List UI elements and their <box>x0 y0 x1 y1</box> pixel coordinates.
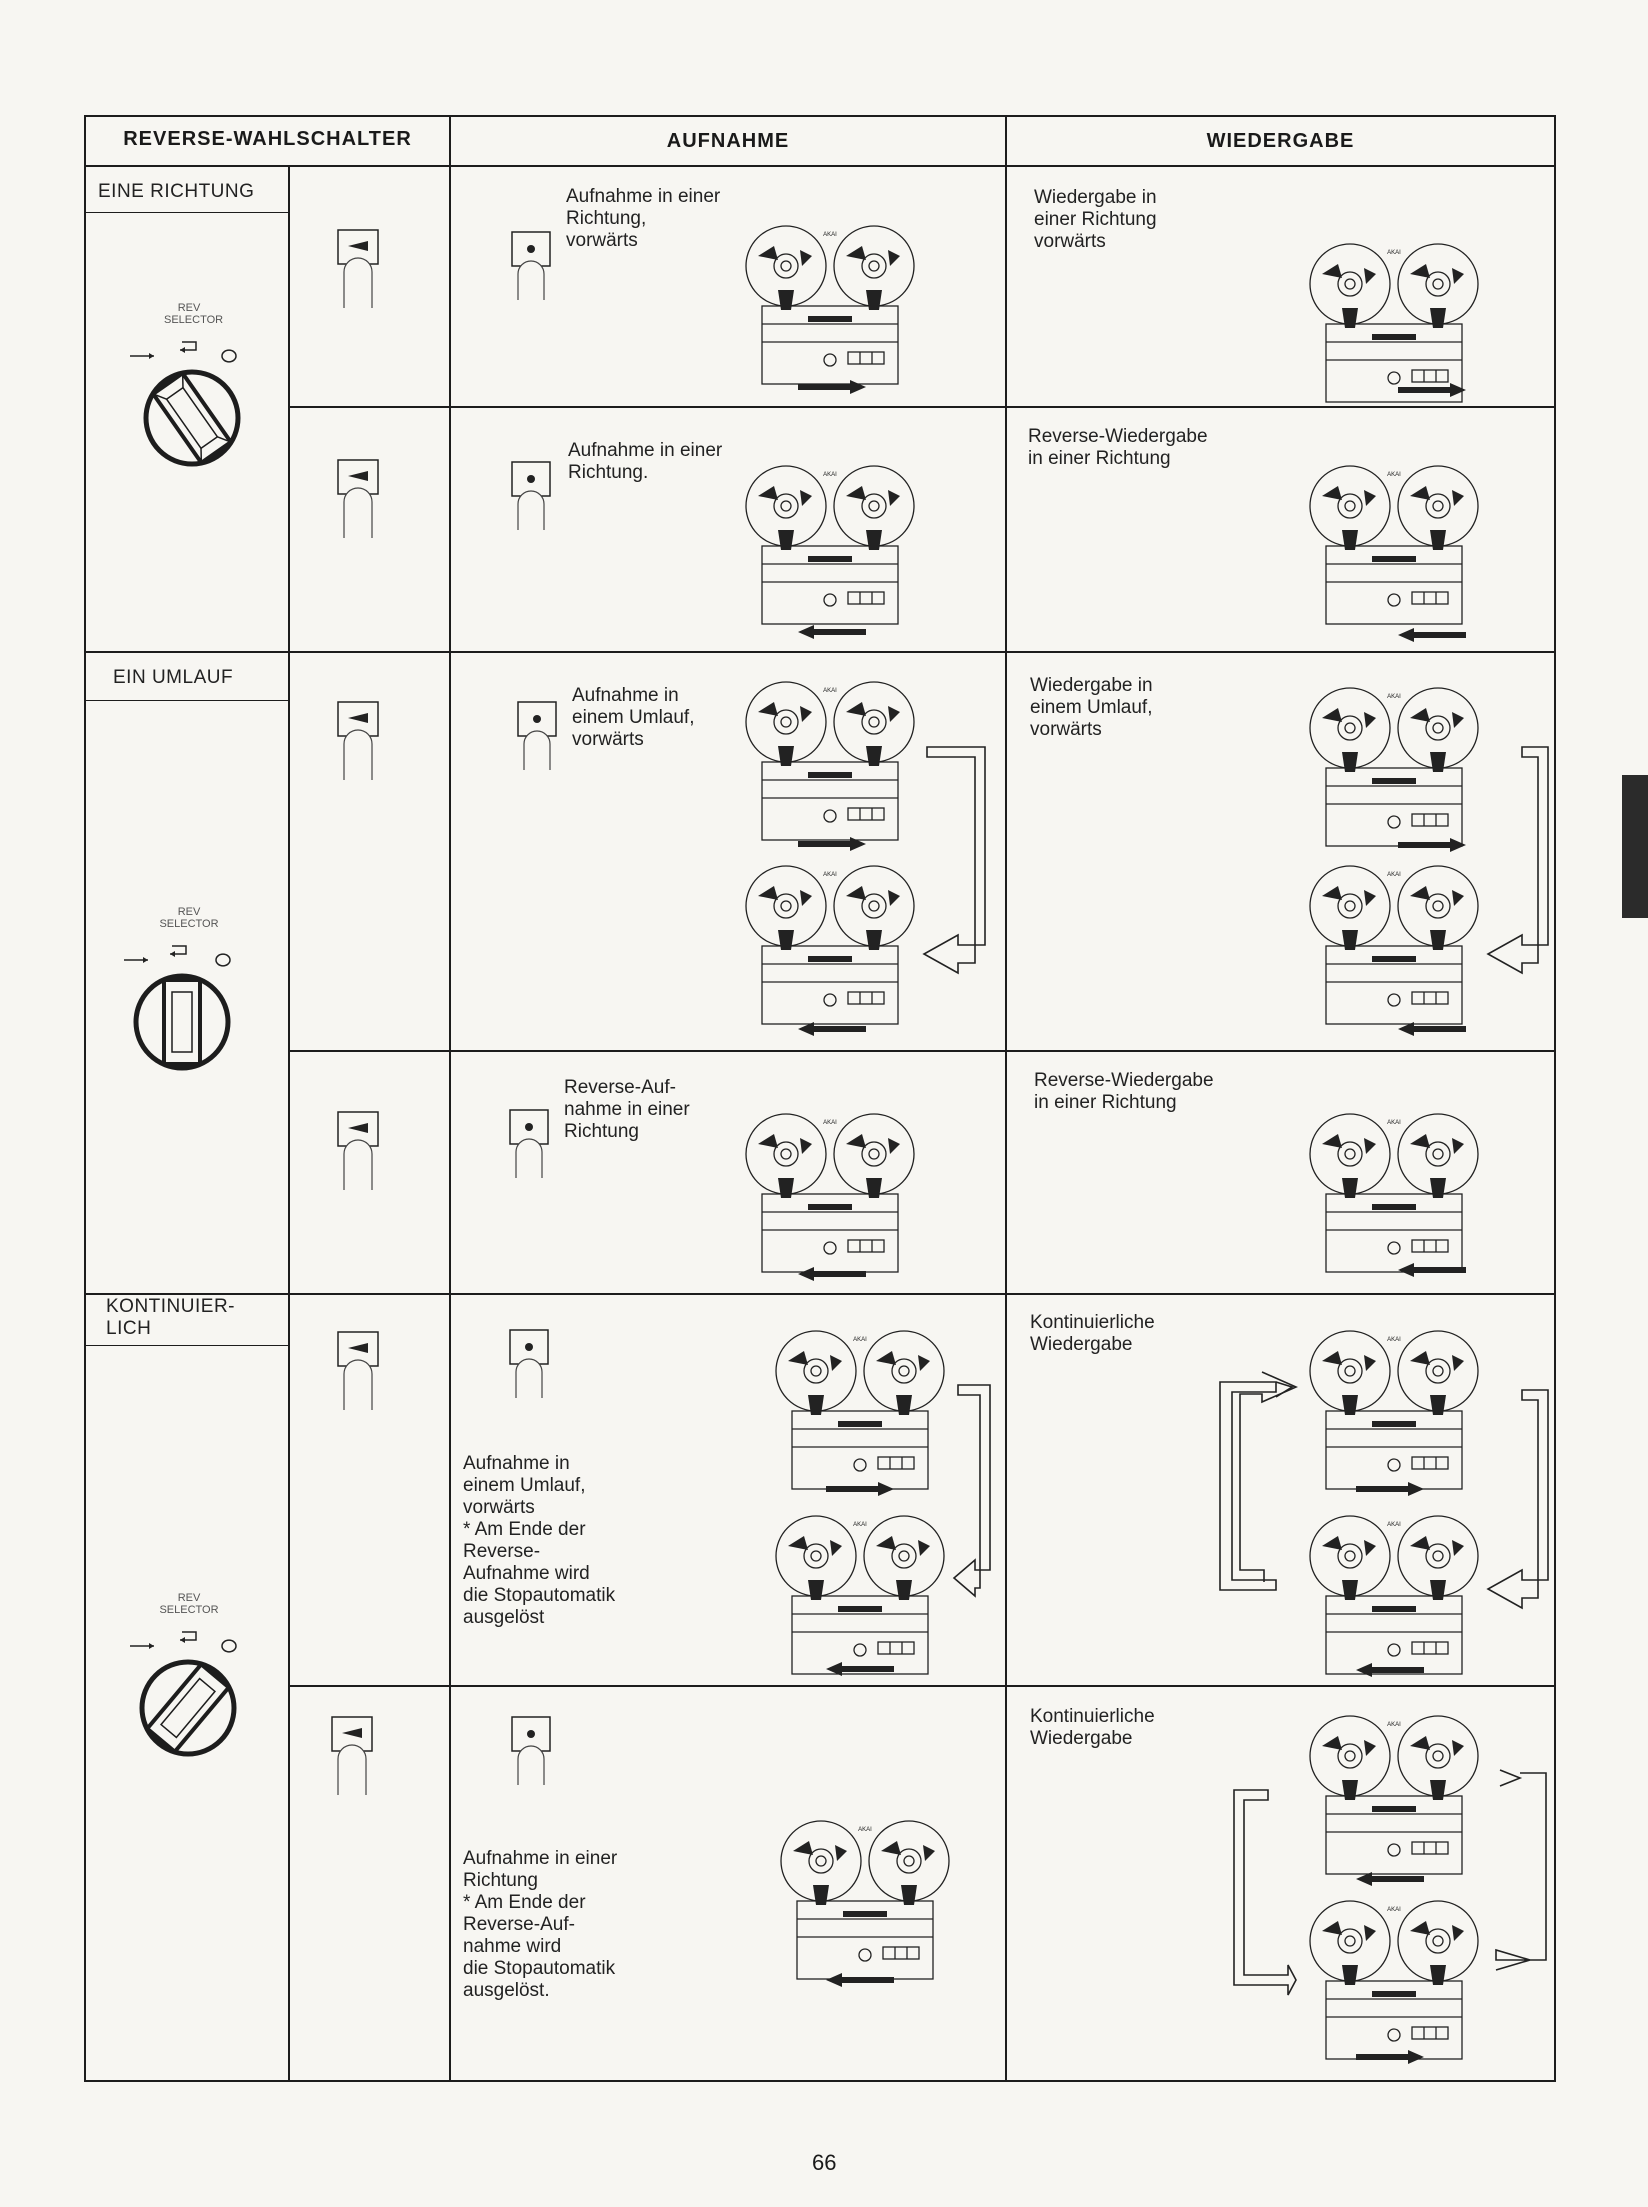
svg-text:AKAI: AKAI <box>823 472 837 478</box>
header-recording: AUFNAHME <box>666 130 790 152</box>
header-playback: WIEDERGABE <box>1206 130 1355 152</box>
svg-text:AKAI: AKAI <box>823 688 837 694</box>
play-text-4: Reverse-Wiedergabe in einer Richtung <box>1034 1070 1214 1113</box>
svg-text:AKAI: AKAI <box>1387 1722 1401 1728</box>
svg-text:AKAI: AKAI <box>823 872 837 878</box>
svg-text:AKAI: AKAI <box>853 1337 867 1343</box>
play-text-3: Wiedergabe in einem Umlauf, vorwärts <box>1030 675 1153 740</box>
play-text-1: Wiedergabe in einer Richtung vorwärts <box>1034 187 1157 252</box>
svg-text:AKAI: AKAI <box>1387 1522 1401 1528</box>
svg-text:AKAI: AKAI <box>823 1120 837 1126</box>
record-text-1: Aufnahme in einer Richtung, vorwärts <box>566 186 721 251</box>
chapter-tab <box>1622 775 1648 918</box>
mode-label-one-direction: EINE RICHTUNG <box>98 181 255 202</box>
svg-text:AKAI: AKAI <box>1387 694 1401 700</box>
mode-label-one-loop: EIN UMLAUF <box>113 667 234 688</box>
svg-text:AKAI: AKAI <box>1387 872 1401 878</box>
play-text-6: Kontinuierliche Wiedergabe <box>1030 1706 1155 1749</box>
rev-selector-dial-icon: REV SELECTOR <box>118 904 268 1084</box>
record-text-2: Aufnahme in einer Richtung. <box>568 440 723 483</box>
svg-text:AKAI: AKAI <box>1387 250 1401 256</box>
header-rev-selector: REVERSE-WAHLSCHALTER <box>123 128 412 150</box>
mode-label-continuous: KONTINUIER- LICH <box>106 1296 235 1339</box>
svg-text:AKAI: AKAI <box>853 1522 867 1528</box>
svg-text:AKAI: AKAI <box>1387 1907 1401 1913</box>
record-text-5: Aufnahme in einem Umlauf, vorwärts * Am Ende der Reverse- Aufnahme wird die Stopautomatik ausgelöst <box>463 1453 616 1628</box>
rev-selector-dial-icon: REV SELECTOR <box>118 1590 268 1770</box>
play-text-2: Reverse-Wiedergabe in einer Richtung <box>1028 426 1208 469</box>
svg-text:AKAI: AKAI <box>1387 472 1401 478</box>
svg-text:AKAI: AKAI <box>823 232 837 238</box>
rev-selector-dial-icon: REV SELECTOR <box>118 300 268 480</box>
svg-text:AKAI: AKAI <box>858 1827 872 1833</box>
page-number: 66 <box>812 2150 837 2175</box>
record-text-4: Reverse-Auf- nahme in einer Richtung <box>564 1077 690 1142</box>
record-text-3: Aufnahme in einem Umlauf, vorwärts <box>572 685 695 750</box>
svg-text:AKAI: AKAI <box>1387 1337 1401 1343</box>
svg-text:AKAI: AKAI <box>1387 1120 1401 1126</box>
play-text-5: Kontinuierliche Wiedergabe <box>1030 1312 1155 1355</box>
record-text-6: Aufnahme in einer Richtung * Am Ende der Reverse-Auf- nahme wird die Stopautomatik ausgelöst. <box>463 1848 618 2001</box>
